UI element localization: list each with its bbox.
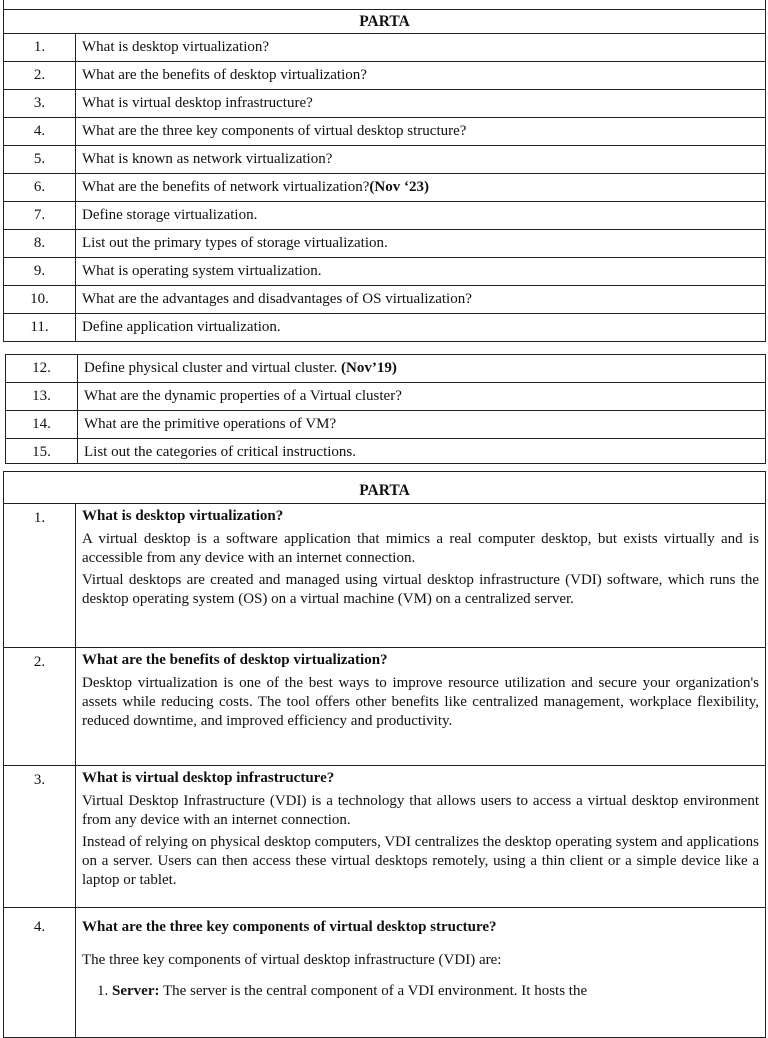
answer-question: What is desktop virtualization?: [82, 508, 284, 524]
part-a-answers-heading: PARTA: [4, 472, 766, 504]
list-item-term: Server:: [112, 983, 160, 999]
question-text: Define application virtualization.: [76, 313, 766, 341]
question-text: [76, 173, 766, 201]
truncated-row: [4, 0, 766, 9]
exam-tag: (Nov’19): [341, 360, 397, 376]
question-number: 2.: [4, 61, 76, 89]
question-number: 5.: [4, 145, 76, 173]
question-text: [78, 355, 766, 383]
question-text: What are the dynamic properties of a Virtual cluster?: [78, 383, 766, 411]
answer-paragraph: A virtual desktop is a software application that mimics a real computer desktop, but exists virtually and is accessible from any device with an internet connection.: [82, 531, 760, 566]
question-number: 10.: [4, 285, 76, 313]
answer-paragraph: Virtual Desktop Infrastructure (VDI) is a technology that allows users to access a virtual desktop environment from any device with an internet connection.: [82, 793, 760, 828]
question-text: What is virtual desktop infrastructure?: [76, 89, 766, 117]
question-number: 7.: [4, 201, 76, 229]
answer-question: What are the three key components of virtual desktop structure?: [82, 919, 497, 935]
question-text-main: What are the benefits of network virtualization?: [82, 178, 370, 195]
question-number: 13.: [6, 383, 78, 411]
answer-cell: [76, 504, 766, 648]
answer-cell: [76, 908, 766, 1038]
exam-tag: (Nov ‘23): [369, 178, 429, 195]
question-number: 12.: [6, 355, 78, 383]
question-text: Define storage virtualization.: [76, 201, 766, 229]
question-table-part-a: [3, 0, 766, 342]
question-number: 11.: [4, 313, 76, 341]
part-a-heading: PARTA: [4, 9, 766, 33]
answer-number: 4.: [4, 908, 76, 1038]
answer-number: 2.: [4, 648, 76, 766]
answer-intro: The three key components of virtual desktop infrastructure (VDI) are:: [82, 952, 502, 968]
answer-number: 1.: [4, 504, 76, 648]
question-number: 4.: [4, 117, 76, 145]
answer-question: What is virtual desktop infrastructure?: [82, 770, 335, 786]
question-number: 3.: [4, 89, 76, 117]
question-text: What is known as network virtualization?: [76, 145, 766, 173]
answer-paragraph: Virtual desktops are created and managed using virtual desktop infrastructure (VDI) software, which runs the desktop operating system (OS) on a virtual machine (VM) on a centralized server.: [82, 572, 760, 607]
question-text: What are the advantages and disadvantages of OS virtualization?: [76, 285, 766, 313]
question-text: List out the primary types of storage virtualization.: [76, 229, 766, 257]
question-text: What is desktop virtualization?: [76, 33, 766, 61]
answer-table-part-a: [3, 471, 766, 1038]
answer-paragraph: Desktop virtualization is one of the best ways to improve resource utilization and secure your organization's assets while reducing costs. The tool offers other benefits like centralized management, workplace flexibility, reduced downtime, and improved efficiency and productivity.: [82, 675, 760, 729]
question-text: What are the three key components of virtual desktop structure?: [76, 117, 766, 145]
answer-cell: [76, 766, 766, 908]
question-number: 15.: [6, 439, 78, 464]
question-number: 1.: [4, 33, 76, 61]
answer-number: 3.: [4, 766, 76, 908]
question-text: What are the benefits of desktop virtualization?: [76, 61, 766, 89]
answer-question: What are the benefits of desktop virtualization?: [82, 652, 388, 668]
list-item-text: The server is the central component of a VDI environment. It hosts the: [159, 983, 588, 999]
question-text: What is operating system virtualization.: [76, 257, 766, 285]
question-number: 6.: [4, 173, 76, 201]
question-text: What are the primitive operations of VM?: [78, 411, 766, 439]
question-number: 14.: [6, 411, 78, 439]
answer-cell: [76, 648, 766, 766]
components-list: [82, 982, 759, 1001]
question-text: List out the categories of critical instructions.: [78, 439, 766, 464]
answer-paragraph: Instead of relying on physical desktop computers, VDI centralizes the desktop operating system and applications on a server. Users can then access these virtual desktops remotely, using a thin client or a simple device like a laptop or tablet.: [82, 834, 760, 888]
question-table-continued: [5, 354, 766, 464]
list-item: [112, 982, 759, 1001]
question-text-main: Define physical cluster and virtual cluster.: [84, 360, 341, 376]
question-number: 8.: [4, 229, 76, 257]
question-number: 9.: [4, 257, 76, 285]
